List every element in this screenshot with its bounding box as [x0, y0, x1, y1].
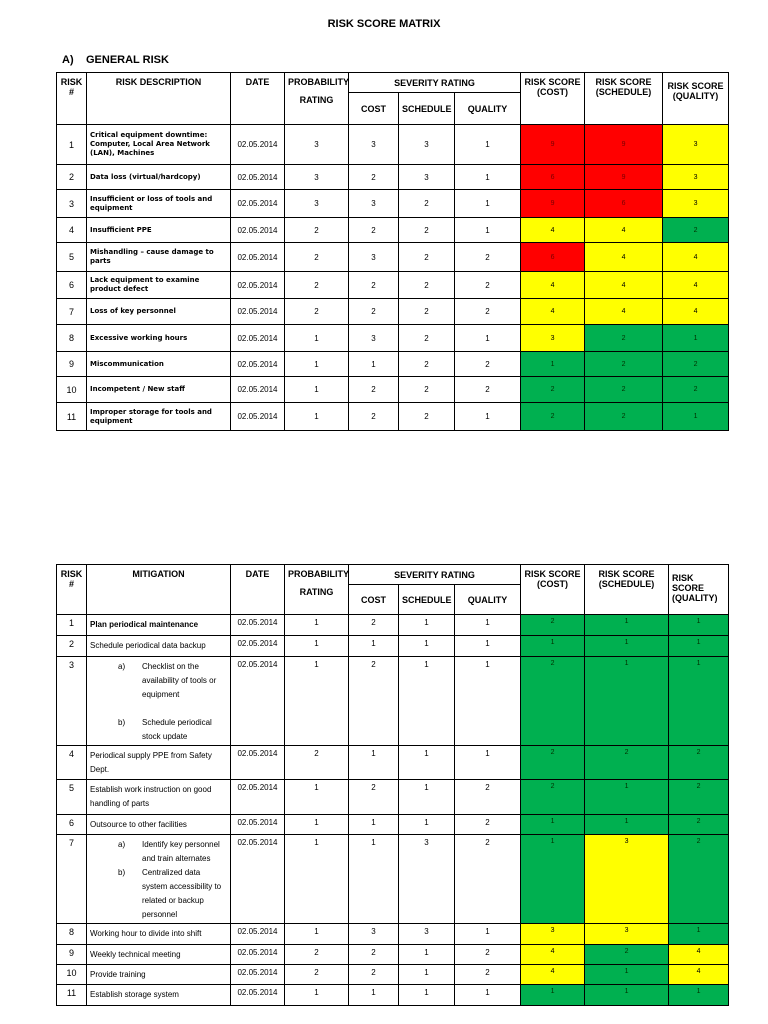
risk-score-cost: 1 — [521, 815, 585, 835]
cell-qual: 2 — [455, 299, 521, 325]
risk-description: Improper storage for tools and equipment — [87, 403, 231, 431]
table-row — [57, 780, 729, 815]
risk-score-cost: 6 — [521, 243, 585, 272]
risk-score-cost: 9 — [521, 125, 585, 165]
risk-score-quality: 1 — [669, 985, 729, 1006]
risk-score-schedule: 2 — [585, 746, 669, 780]
section-name: GENERAL RISK — [86, 54, 169, 66]
risk-score-cost: 4 — [521, 218, 585, 243]
cell-date: 02.05.2014 — [231, 835, 285, 924]
risk-description: Insufficient PPE — [87, 218, 231, 243]
risk-score-cost: 2 — [521, 780, 585, 815]
risk-number: 4 — [57, 218, 87, 243]
table-row — [57, 403, 729, 431]
risk-score-cost: 1 — [521, 636, 585, 657]
header-rs-schedule: RISK SCORE (SCHEDULE) — [585, 73, 663, 125]
cell-prob: 1 — [285, 352, 349, 377]
cell-sched: 3 — [399, 924, 455, 945]
cell-sched: 1 — [399, 780, 455, 815]
table-row — [57, 945, 729, 965]
cell-prob: 2 — [285, 218, 349, 243]
cell-date: 02.05.2014 — [231, 924, 285, 945]
risk-number: 10 — [57, 377, 87, 403]
risk-score-quality: 4 — [669, 965, 729, 985]
risk-score-quality: 2 — [663, 377, 729, 403]
mitigation-text — [87, 835, 231, 924]
risk-number: 9 — [57, 945, 87, 965]
mitigation-text: Working hour to divide into shift — [87, 924, 231, 945]
risk-score-schedule: 9 — [585, 165, 663, 190]
risk-score-quality: 3 — [663, 190, 729, 218]
item-label: a) — [118, 840, 126, 849]
risk-number: 11 — [57, 985, 87, 1006]
risk-score-schedule: 9 — [585, 125, 663, 165]
header-date: DATE — [231, 565, 285, 615]
cell-date: 02.05.2014 — [231, 746, 285, 780]
risk-number: 7 — [57, 299, 87, 325]
risk-score-cost: 6 — [521, 165, 585, 190]
cell-date: 02.05.2014 — [231, 243, 285, 272]
cell-date: 02.05.2014 — [231, 218, 285, 243]
cell-sched: 1 — [399, 815, 455, 835]
risk-score-quality: 4 — [663, 243, 729, 272]
item-text: Identify key personnel and train alternates — [142, 840, 220, 863]
cell-qual: 1 — [455, 657, 521, 746]
table-row — [57, 125, 729, 165]
table-row — [57, 299, 729, 325]
cell-prob: 3 — [285, 190, 349, 218]
risk-number: 9 — [57, 352, 87, 377]
mitigation-table — [56, 564, 729, 1006]
cell-qual: 2 — [455, 965, 521, 985]
item-label: b) — [118, 718, 126, 727]
cell-date: 02.05.2014 — [231, 403, 285, 431]
table-row — [57, 636, 729, 657]
cell-cost: 2 — [349, 218, 399, 243]
table-row — [57, 924, 729, 945]
risk-score-schedule: 1 — [585, 615, 669, 636]
cell-cost: 1 — [349, 985, 399, 1006]
item-text: Schedule periodical stock update — [142, 718, 212, 741]
header-rs-cost: RISK SCORE (COST) — [521, 73, 585, 125]
cell-sched: 3 — [399, 125, 455, 165]
cell-cost: 2 — [349, 403, 399, 431]
cell-sched: 2 — [399, 218, 455, 243]
cell-cost: 2 — [349, 615, 399, 636]
risk-score-quality: 2 — [669, 815, 729, 835]
risk-score-cost: 9 — [521, 190, 585, 218]
mitigation-item — [90, 660, 227, 702]
cell-qual: 2 — [455, 352, 521, 377]
risk-score-quality: 4 — [669, 945, 729, 965]
cell-cost: 1 — [349, 352, 399, 377]
risk-score-cost: 2 — [521, 615, 585, 636]
cell-date: 02.05.2014 — [231, 352, 285, 377]
risk-description: Excessive working hours — [87, 325, 231, 352]
risk-number: 1 — [57, 125, 87, 165]
cell-date: 02.05.2014 — [231, 165, 285, 190]
risk-description: Lack equipment to examine product defect — [87, 272, 231, 299]
risk-number: 1 — [57, 615, 87, 636]
risk-score-quality: 2 — [669, 780, 729, 815]
risk-score-cost: 1 — [521, 835, 585, 924]
table-row — [57, 325, 729, 352]
table-row — [57, 615, 729, 636]
cell-sched: 1 — [399, 615, 455, 636]
cell-qual: 2 — [455, 780, 521, 815]
item-text: Checklist on the availability of tools or equipment — [142, 662, 217, 699]
risk-number: 8 — [57, 924, 87, 945]
cell-prob: 2 — [285, 965, 349, 985]
header-quality: QUALITY — [455, 93, 521, 125]
mitigation-text: Establish storage system — [87, 985, 231, 1006]
header-risk-no: RISK # — [57, 565, 87, 615]
cell-sched: 1 — [399, 965, 455, 985]
risk-description: Data loss (virtual/hardcopy) — [87, 165, 231, 190]
risk-score-schedule: 1 — [585, 985, 669, 1006]
cell-date: 02.05.2014 — [231, 636, 285, 657]
risk-score-schedule: 1 — [585, 657, 669, 746]
risk-score-quality: 1 — [669, 657, 729, 746]
cell-qual: 2 — [455, 945, 521, 965]
risk-score-schedule: 4 — [585, 299, 663, 325]
cell-sched: 1 — [399, 985, 455, 1006]
risk-score-schedule: 1 — [585, 815, 669, 835]
cell-qual: 1 — [455, 218, 521, 243]
table-row — [57, 190, 729, 218]
cell-prob: 1 — [285, 615, 349, 636]
risk-score-quality: 3 — [663, 125, 729, 165]
cell-prob: 1 — [285, 403, 349, 431]
cell-date: 02.05.2014 — [231, 299, 285, 325]
risk-score-schedule: 1 — [585, 965, 669, 985]
cell-sched: 3 — [399, 835, 455, 924]
risk-number: 10 — [57, 965, 87, 985]
cell-date: 02.05.2014 — [231, 985, 285, 1006]
cell-date: 02.05.2014 — [231, 190, 285, 218]
risk-score-cost: 4 — [521, 945, 585, 965]
cell-prob: 1 — [285, 815, 349, 835]
cell-sched: 1 — [399, 945, 455, 965]
risk-number: 2 — [57, 165, 87, 190]
cell-sched: 2 — [399, 299, 455, 325]
table-row — [57, 352, 729, 377]
risk-score-cost: 3 — [521, 325, 585, 352]
table-row — [57, 165, 729, 190]
header-description: RISK DESCRIPTION — [87, 73, 231, 125]
mitigation-text: Establish work instruction on good handling of parts — [87, 780, 231, 815]
cell-prob: 1 — [285, 636, 349, 657]
risk-score-cost: 4 — [521, 272, 585, 299]
mitigation-text: Plan periodical maintenance — [87, 615, 231, 636]
cell-prob: 1 — [285, 377, 349, 403]
risk-score-quality: 4 — [663, 299, 729, 325]
cell-qual: 2 — [455, 835, 521, 924]
cell-qual: 1 — [455, 125, 521, 165]
risk-score-quality: 1 — [663, 403, 729, 431]
cell-date: 02.05.2014 — [231, 377, 285, 403]
item-label: a) — [118, 662, 126, 671]
item-text: Centralized data system accessibility to related or backup personnel — [142, 868, 222, 919]
table-row — [57, 815, 729, 835]
header-probability — [285, 565, 349, 615]
risk-number: 6 — [57, 815, 87, 835]
risk-number: 8 — [57, 325, 87, 352]
risk-score-schedule: 3 — [585, 835, 669, 924]
risk-score-cost: 1 — [521, 985, 585, 1006]
risk-score-quality: 2 — [663, 352, 729, 377]
cell-sched: 2 — [399, 403, 455, 431]
risk-score-schedule: 2 — [585, 403, 663, 431]
mitigation-text: Weekly technical meeting — [87, 945, 231, 965]
risk-score-schedule: 6 — [585, 190, 663, 218]
header-mitigation: MITIGATION — [87, 565, 231, 615]
cell-sched: 1 — [399, 746, 455, 780]
risk-score-quality: 2 — [669, 835, 729, 924]
cell-prob: 2 — [285, 299, 349, 325]
mitigation-text: Periodical supply PPE from Safety Dept. — [87, 746, 231, 780]
cell-sched: 2 — [399, 377, 455, 403]
cell-prob: 2 — [285, 945, 349, 965]
risk-score-schedule: 1 — [585, 780, 669, 815]
risk-score-schedule: 2 — [585, 352, 663, 377]
cell-sched: 1 — [399, 657, 455, 746]
risk-score-quality: 2 — [669, 746, 729, 780]
cell-sched: 2 — [399, 352, 455, 377]
cell-qual: 1 — [455, 924, 521, 945]
header-quality: QUALITY — [455, 585, 521, 615]
risk-number: 4 — [57, 746, 87, 780]
cell-cost: 2 — [349, 377, 399, 403]
header-risk-no: RISK # — [57, 73, 87, 125]
cell-prob: 3 — [285, 125, 349, 165]
cell-qual: 1 — [455, 403, 521, 431]
header-probability-sub: RATING — [299, 587, 334, 597]
cell-cost: 2 — [349, 165, 399, 190]
cell-qual: 1 — [455, 636, 521, 657]
header-rs-quality: RISK SCORE (QUALITY) — [669, 565, 729, 615]
cell-prob: 2 — [285, 746, 349, 780]
cell-prob: 1 — [285, 835, 349, 924]
risk-score-cost: 3 — [521, 924, 585, 945]
cell-cost: 1 — [349, 835, 399, 924]
risk-description: Mishandling – cause damage to parts — [87, 243, 231, 272]
table-row — [57, 218, 729, 243]
header-schedule: SCHEDULE — [399, 585, 455, 615]
header-cost: COST — [349, 93, 399, 125]
cell-qual: 2 — [455, 243, 521, 272]
section-label: A) — [62, 54, 74, 66]
risk-number: 3 — [57, 657, 87, 746]
table-row — [57, 243, 729, 272]
cell-date: 02.05.2014 — [231, 945, 285, 965]
mitigation-text: Outsource to other facilities — [87, 815, 231, 835]
header-probability-sub: RATING — [299, 95, 334, 105]
cell-qual: 2 — [455, 815, 521, 835]
page-title: RISK SCORE MATRIX — [327, 18, 441, 30]
risk-score-schedule: 4 — [585, 272, 663, 299]
table-row — [57, 746, 729, 780]
risk-score-quality: 1 — [669, 924, 729, 945]
risk-score-quality: 1 — [669, 636, 729, 657]
risk-score-quality: 1 — [663, 325, 729, 352]
risk-number: 6 — [57, 272, 87, 299]
mitigation-text: Schedule periodical data backup — [87, 636, 231, 657]
risk-score-cost: 2 — [521, 403, 585, 431]
table-row — [57, 657, 729, 746]
risk-number: 5 — [57, 243, 87, 272]
cell-cost: 1 — [349, 746, 399, 780]
risk-score-schedule: 3 — [585, 924, 669, 945]
risk-score-schedule: 1 — [585, 636, 669, 657]
cell-sched: 2 — [399, 272, 455, 299]
risk-score-cost: 1 — [521, 352, 585, 377]
cell-cost: 1 — [349, 815, 399, 835]
risk-score-schedule: 2 — [585, 377, 663, 403]
cell-qual: 1 — [455, 746, 521, 780]
risk-description: Insufficient or loss of tools and equipment — [87, 190, 231, 218]
cell-qual: 1 — [455, 190, 521, 218]
cell-cost: 2 — [349, 299, 399, 325]
risk-score-quality: 1 — [669, 615, 729, 636]
table-row — [57, 377, 729, 403]
cell-qual: 1 — [455, 985, 521, 1006]
mitigation-item — [90, 716, 227, 744]
table-row — [57, 965, 729, 985]
header-rs-schedule: RISK SCORE (SCHEDULE) — [585, 565, 669, 615]
cell-sched: 2 — [399, 190, 455, 218]
mitigation-item — [90, 838, 227, 866]
header-probability-label: PROBABILITY — [288, 77, 350, 87]
risk-description: Miscommunication — [87, 352, 231, 377]
cell-prob: 1 — [285, 985, 349, 1006]
cell-qual: 1 — [455, 615, 521, 636]
cell-prob: 2 — [285, 272, 349, 299]
section-heading — [62, 54, 169, 66]
cell-cost: 1 — [349, 636, 399, 657]
risk-score-cost: 4 — [521, 965, 585, 985]
table-row — [57, 985, 729, 1006]
general-risk-table — [56, 72, 729, 431]
cell-prob: 3 — [285, 165, 349, 190]
cell-date: 02.05.2014 — [231, 965, 285, 985]
cell-qual: 1 — [455, 165, 521, 190]
cell-prob: 1 — [285, 780, 349, 815]
cell-cost: 3 — [349, 190, 399, 218]
cell-sched: 3 — [399, 165, 455, 190]
cell-sched: 2 — [399, 243, 455, 272]
cell-sched: 1 — [399, 636, 455, 657]
cell-prob: 1 — [285, 325, 349, 352]
cell-qual: 2 — [455, 377, 521, 403]
cell-cost: 2 — [349, 780, 399, 815]
cell-cost: 3 — [349, 325, 399, 352]
cell-prob: 2 — [285, 243, 349, 272]
cell-qual: 1 — [455, 325, 521, 352]
cell-date: 02.05.2014 — [231, 657, 285, 746]
mitigation-text: Provide training — [87, 965, 231, 985]
cell-date: 02.05.2014 — [231, 272, 285, 299]
table-row — [57, 272, 729, 299]
cell-date: 02.05.2014 — [231, 615, 285, 636]
header-probability — [285, 73, 349, 125]
risk-number: 2 — [57, 636, 87, 657]
risk-score-quality: 4 — [663, 272, 729, 299]
risk-score-cost: 2 — [521, 746, 585, 780]
cell-cost: 3 — [349, 243, 399, 272]
risk-score-schedule: 4 — [585, 218, 663, 243]
item-label: b) — [118, 868, 126, 877]
risk-description: Critical equipment downtime: Computer, Local Area Network (LAN), Machines — [87, 125, 231, 165]
cell-cost: 3 — [349, 924, 399, 945]
mitigation-item — [90, 866, 227, 922]
header-rs-quality: RISK SCORE (QUALITY) — [663, 73, 729, 125]
risk-score-cost: 2 — [521, 377, 585, 403]
cell-cost: 2 — [349, 272, 399, 299]
cell-sched: 2 — [399, 325, 455, 352]
risk-number: 3 — [57, 190, 87, 218]
risk-score-cost: 2 — [521, 657, 585, 746]
header-probability-label: PROBABILITY — [288, 569, 350, 579]
table-row — [57, 835, 729, 924]
header-cost: COST — [349, 585, 399, 615]
risk-score-quality: 3 — [663, 165, 729, 190]
risk-number: 7 — [57, 835, 87, 924]
header-rs-cost: RISK SCORE (COST) — [521, 565, 585, 615]
header-date: DATE — [231, 73, 285, 125]
cell-date: 02.05.2014 — [231, 815, 285, 835]
risk-description: Loss of key personnel — [87, 299, 231, 325]
cell-cost: 2 — [349, 657, 399, 746]
risk-number: 11 — [57, 403, 87, 431]
risk-score-cost: 4 — [521, 299, 585, 325]
risk-score-schedule: 2 — [585, 945, 669, 965]
risk-score-schedule: 2 — [585, 325, 663, 352]
header-severity: SEVERITY RATING — [349, 565, 521, 585]
cell-date: 02.05.2014 — [231, 125, 285, 165]
risk-number: 5 — [57, 780, 87, 815]
mitigation-text — [87, 657, 231, 746]
risk-description: Incompetent / New staff — [87, 377, 231, 403]
cell-cost: 2 — [349, 965, 399, 985]
header-severity: SEVERITY RATING — [349, 73, 521, 93]
cell-date: 02.05.2014 — [231, 780, 285, 815]
cell-cost: 3 — [349, 125, 399, 165]
cell-prob: 1 — [285, 924, 349, 945]
cell-cost: 2 — [349, 945, 399, 965]
cell-qual: 2 — [455, 272, 521, 299]
header-schedule: SCHEDULE — [399, 93, 455, 125]
risk-score-quality: 2 — [663, 218, 729, 243]
risk-score-schedule: 4 — [585, 243, 663, 272]
cell-date: 02.05.2014 — [231, 325, 285, 352]
cell-prob: 1 — [285, 657, 349, 746]
